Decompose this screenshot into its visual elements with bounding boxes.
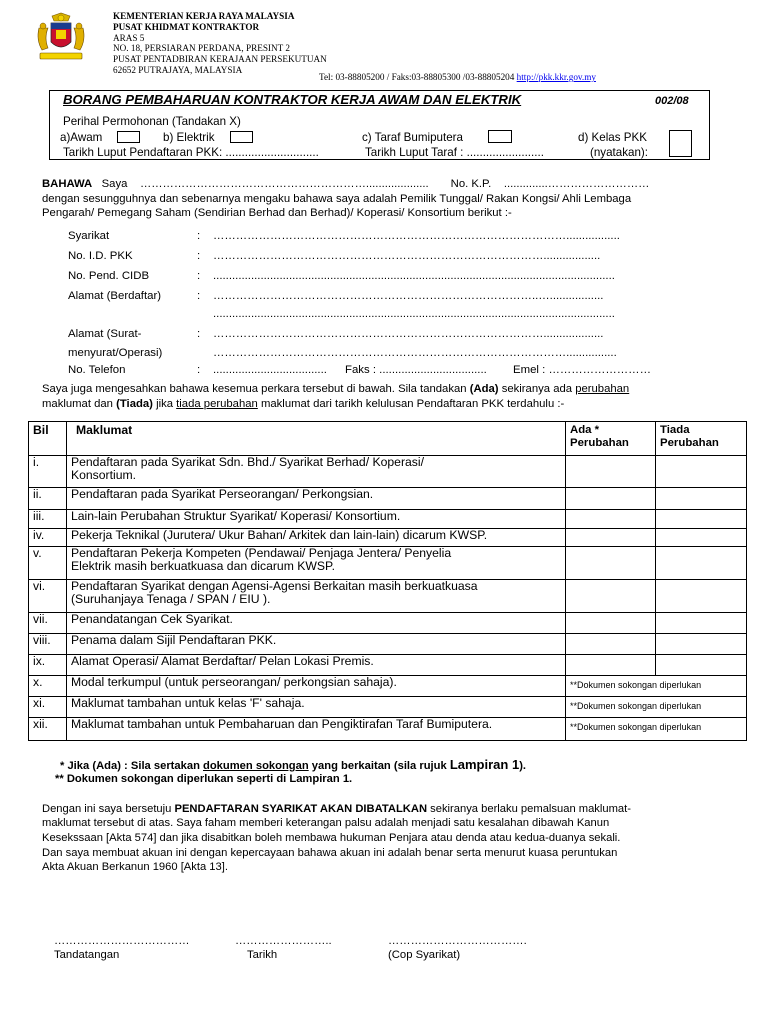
contact-line	[319, 72, 596, 83]
floor: ARAS 5	[113, 32, 145, 43]
tiada-perubahan-cell[interactable]	[656, 529, 747, 547]
company-stamp-field[interactable]: ……………………………….	[388, 935, 527, 947]
signature-label: Tandatangan	[54, 949, 120, 961]
ada-perubahan-cell[interactable]	[566, 529, 656, 547]
mailing-address-label: Alamat (Surat-	[68, 328, 142, 340]
tiada-perubahan-cell[interactable]	[656, 510, 747, 529]
ada-perubahan-cell[interactable]	[566, 580, 656, 613]
header-maklumat: Maklumat	[67, 422, 566, 456]
note-text: * Jika (Ada) : Sila sertakan	[60, 760, 200, 772]
tel-fax: Tel: 03-88805200 / Faks:03-88805300 /03-88805204	[319, 72, 515, 82]
supporting-document-note: **Dokumen sokongan diperlukan	[566, 676, 747, 697]
ministry-header	[113, 11, 673, 86]
agreement-line-5: Akta Akuan Berkanun 1960 [Akta 13].	[42, 861, 228, 873]
table-row	[29, 529, 747, 547]
colon: :	[197, 364, 201, 376]
table-row	[29, 676, 747, 697]
tiada-perubahan-cell[interactable]	[656, 634, 747, 655]
tiada-perubahan-cell[interactable]	[656, 580, 747, 613]
form-title-box	[49, 90, 710, 160]
confirm-text: sekiranya ada	[501, 383, 573, 395]
table-row	[29, 718, 747, 741]
confirm-text: maklumat dan	[42, 398, 113, 410]
row-description: Maklumat tambahan untuk Pembaharuan dan Pengiktirafan Taraf Bumiputera.	[67, 718, 566, 741]
ada-perubahan-cell[interactable]	[566, 488, 656, 510]
fax-field[interactable]: Faks : ..................................	[345, 364, 487, 376]
ministry-name: KEMENTERIAN KERJA RAYA MALAYSIA	[113, 11, 295, 21]
confirm-text: maklumat dari tarikh kelulusan Pendaftaran PKK terdahulu :-	[260, 398, 565, 410]
row-description: Alamat Operasi/ Alamat Berdaftar/ Pelan Lokasi Premis.	[67, 655, 566, 676]
row-number: i.	[29, 456, 67, 488]
company-name-label: Syarikat	[68, 230, 110, 242]
ada-perubahan-cell[interactable]	[566, 456, 656, 488]
company-name-field[interactable]: ………………………………………………………………………………….................	[213, 230, 620, 242]
note-underlined: dokumen sokongan	[203, 760, 309, 772]
row-number: iv.	[29, 529, 67, 547]
note-text: ).	[519, 760, 527, 772]
table-row	[29, 580, 747, 613]
row-number: vi.	[29, 580, 67, 613]
tiada-perubahan-cell[interactable]	[656, 547, 747, 580]
perubahan-keyword: perubahan	[575, 383, 630, 395]
row-number: iii.	[29, 510, 67, 529]
ada-perubahan-cell[interactable]	[566, 655, 656, 676]
mailing-address-field-2[interactable]: …………………………………………………………………………………................	[213, 347, 617, 359]
option-elektrik-label: b) Elektrik	[163, 131, 215, 144]
saya-label: Saya	[101, 178, 128, 190]
note-1	[60, 757, 526, 772]
lampiran-ref: Lampiran 1	[449, 757, 520, 772]
table-row	[29, 697, 747, 718]
date-label: Tarikh	[247, 949, 278, 961]
registered-address-label: Alamat (Berdaftar)	[68, 290, 162, 302]
no-kp-label: No. K.P.	[450, 178, 492, 190]
table-header-row	[29, 422, 747, 456]
row-description: Modal terkumpul (untuk perseorangan/ perkongsian sahaja).	[67, 676, 566, 697]
note-text: yang berkaitan (sila rujuk	[311, 760, 447, 772]
pkk-id-label: No. I.D. PKK	[68, 250, 133, 262]
confirm-text: jika	[156, 398, 174, 410]
name-field[interactable]: ……………………………………………………....................	[139, 178, 429, 190]
supporting-document-note: **Dokumen sokongan diperlukan	[566, 718, 747, 741]
agreement-text: sekiranya berlaku pemalsuan maklumat-	[430, 803, 631, 815]
mailing-address-field[interactable]: ……………………………………………………………………………...................	[213, 328, 604, 340]
agreement-line-4: Dan saya membuat akuan ini dengan kepercayaan bahawa akuan ini adalah benar serta menurut kuasa peruntukan	[42, 847, 618, 859]
row-number: vii.	[29, 613, 67, 634]
agreement-text: Dengan ini saya bersetuju	[42, 803, 172, 815]
table-body	[29, 456, 747, 741]
declaration-line-1	[42, 177, 649, 192]
pkk-id-field[interactable]: ……………………………………………………………………………..................	[213, 250, 601, 262]
confirm-text: Saya juga mengesahkan bahawa kesemua perkara tersebut di bawah. Sila tandakan	[42, 383, 467, 395]
option-bumiputera-label: c) Taraf Bumiputera	[362, 131, 463, 144]
tiada-perubahan-keyword: tiada perubahan	[176, 398, 258, 410]
checkbox-elektrik[interactable]	[230, 131, 253, 143]
centre-name: PUSAT KHIDMAT KONTRAKTOR	[113, 21, 260, 32]
row-description: Pekerja Teknikal (Jurutera/ Ukur Bahan/ Arkitek dan lain-lain) dicarum KWSP.	[67, 529, 566, 547]
supporting-document-note: **Dokumen sokongan diperlukan	[566, 697, 747, 718]
row-number: v.	[29, 547, 67, 580]
ada-perubahan-cell[interactable]	[566, 634, 656, 655]
tiada-perubahan-cell[interactable]	[656, 456, 747, 488]
checkbox-bumiputera[interactable]	[488, 130, 512, 143]
row-description: Penama dalam Sijil Pendaftaran PKK.	[67, 634, 566, 655]
tiada-perubahan-cell[interactable]	[656, 488, 747, 510]
agreement-line-3: Kesekssaan [Akta 574] dan jika disabitkan boleh membawa hukuman Penjara atau denda atau kedua-duanya sekali.	[42, 832, 621, 844]
table-row	[29, 547, 747, 580]
row-description: Pendaftaran Pekerja Kompeten (Pendawai/ Penjaga Jentera/ Penyelia Elektrik masih berkuatkuasa dan dicarum KWSP.	[67, 547, 566, 580]
expiry-pkk-field[interactable]: Tarikh Luput Pendaftaran PKK: .............................	[63, 146, 319, 159]
tiada-keyword: (Tiada)	[116, 398, 153, 410]
row-number: viii.	[29, 634, 67, 655]
address-line-3: 62652 PUTRAJAYA, MALAYSIA	[113, 64, 243, 75]
table-row	[29, 456, 747, 488]
nyatakan-label: (nyatakan):	[590, 146, 648, 159]
checkbox-kelas-pkk[interactable]	[669, 130, 692, 157]
declaration-line-2: dengan sesungguhnya dan sebenarnya mengaku bahawa saya adalah Pemilik Tunggal/ Rakan Kongsi/ Ahli Lembaga	[42, 193, 632, 205]
colon: :	[197, 270, 201, 282]
row-description: Pendaftaran pada Syarikat Sdn. Bhd./ Syarikat Berhad/ Koperasi/ Konsortium.	[67, 456, 566, 488]
form-title: BORANG PEMBAHARUAN KONTRAKTOR KERJA AWAM DAN ELEKTRIK	[63, 92, 522, 107]
tiada-perubahan-cell[interactable]	[656, 655, 747, 676]
ada-keyword: (Ada)	[469, 383, 499, 395]
application-label: Perihal Permohonan (Tandakan X)	[63, 115, 241, 128]
row-number: x.	[29, 676, 67, 697]
tiada-perubahan-cell[interactable]	[656, 613, 747, 634]
header-tiada: Tiada Perubahan	[656, 422, 747, 456]
company-stamp-label: (Cop Syarikat)	[388, 949, 461, 961]
signature-field[interactable]: ………………………………	[54, 935, 190, 947]
mailing-address-label-2: menyurat/Operasi)	[68, 347, 163, 359]
agreement-line-1	[42, 802, 631, 817]
confirm-line-2	[42, 397, 564, 412]
checkbox-awam[interactable]	[117, 131, 140, 143]
coat-of-arms-icon	[34, 12, 88, 64]
row-number: xii.	[29, 718, 67, 741]
note-2: ** Dokumen sokongan diperlukan seperti di Lampiran 1.	[55, 773, 353, 785]
address-line-2: PUSAT PENTADBIRAN KERAJAAN PERSEKUTUAN	[113, 54, 327, 65]
registered-address-field[interactable]: …………………………………………………………………………..….................	[213, 290, 604, 302]
ada-perubahan-cell[interactable]	[566, 613, 656, 634]
registered-address-field-2[interactable]: ...............................................................................................................................	[213, 308, 615, 320]
form-code: 002/08	[655, 95, 689, 107]
expiry-taraf-field[interactable]: Tarikh Luput Taraf : ........................	[365, 146, 544, 159]
header-bil: Bil	[29, 422, 67, 456]
cancellation-notice: PENDAFTARAN SYARIKAT AKAN DIBATALKAN	[174, 803, 428, 815]
row-description: Maklumat tambahan untuk kelas 'F' sahaja.	[67, 697, 566, 718]
declaration-line-3: Pengarah/ Pemegang Saham (Sendirian Berhad dan Berhad)/ Koperasi/ Konsortium berikut :-	[42, 207, 512, 219]
cidb-label: No. Pend. CIDB	[68, 270, 150, 282]
table-row	[29, 634, 747, 655]
row-number: ii.	[29, 488, 67, 510]
ada-perubahan-cell[interactable]	[566, 547, 656, 580]
ada-perubahan-cell[interactable]	[566, 510, 656, 529]
colon: :	[197, 250, 201, 262]
cidb-field[interactable]: ...............................................................................................................................	[213, 270, 615, 282]
table-row	[29, 488, 747, 510]
address-line-1: NO. 18, PERSIARAN PERDANA, PRESINT 2	[113, 43, 290, 54]
colon: :	[197, 290, 201, 302]
website-link[interactable]: http://pkk.kkr.gov.my	[516, 72, 596, 82]
telephone-label: No. Telefon	[68, 364, 126, 376]
row-description: Pendaftaran pada Syarikat Perseorangan/ Perkongsian.	[67, 488, 566, 510]
email-field[interactable]: Emel : ………………………	[513, 364, 651, 376]
bahawa-label: BAHAWA	[42, 178, 93, 190]
table-row	[29, 510, 747, 529]
agreement-line-2: maklumat tersebut di atas. Saya faham memberi keterangan palsu adalah menjadi satu kesalahan dibawah Kanun	[42, 817, 610, 829]
confirm-line-1	[42, 382, 629, 397]
telephone-field[interactable]: ....................................	[213, 364, 327, 376]
table-row	[29, 655, 747, 676]
row-description: Penandatangan Cek Syarikat.	[67, 613, 566, 634]
row-number: xi.	[29, 697, 67, 718]
information-table	[28, 421, 747, 741]
row-description: Pendaftaran Syarikat dengan Agensi-Agensi Berkaitan masih berkuatkuasa (Suruhanjaya Tenaga / SPAN / EIU ).	[67, 580, 566, 613]
row-description: Lain-lain Perubahan Struktur Syarikat/ Koperasi/ Konsortium.	[67, 510, 566, 529]
kp-field[interactable]: ..............………………………	[503, 178, 650, 190]
row-number: ix.	[29, 655, 67, 676]
colon: :	[197, 328, 201, 340]
header-ada: Ada * Perubahan	[566, 422, 656, 456]
option-kelas-label: d) Kelas PKK	[578, 131, 647, 144]
colon: :	[197, 230, 201, 242]
table-row	[29, 613, 747, 634]
option-awam-label: a)Awam	[60, 131, 103, 144]
date-field[interactable]: ……………………..	[235, 935, 332, 947]
